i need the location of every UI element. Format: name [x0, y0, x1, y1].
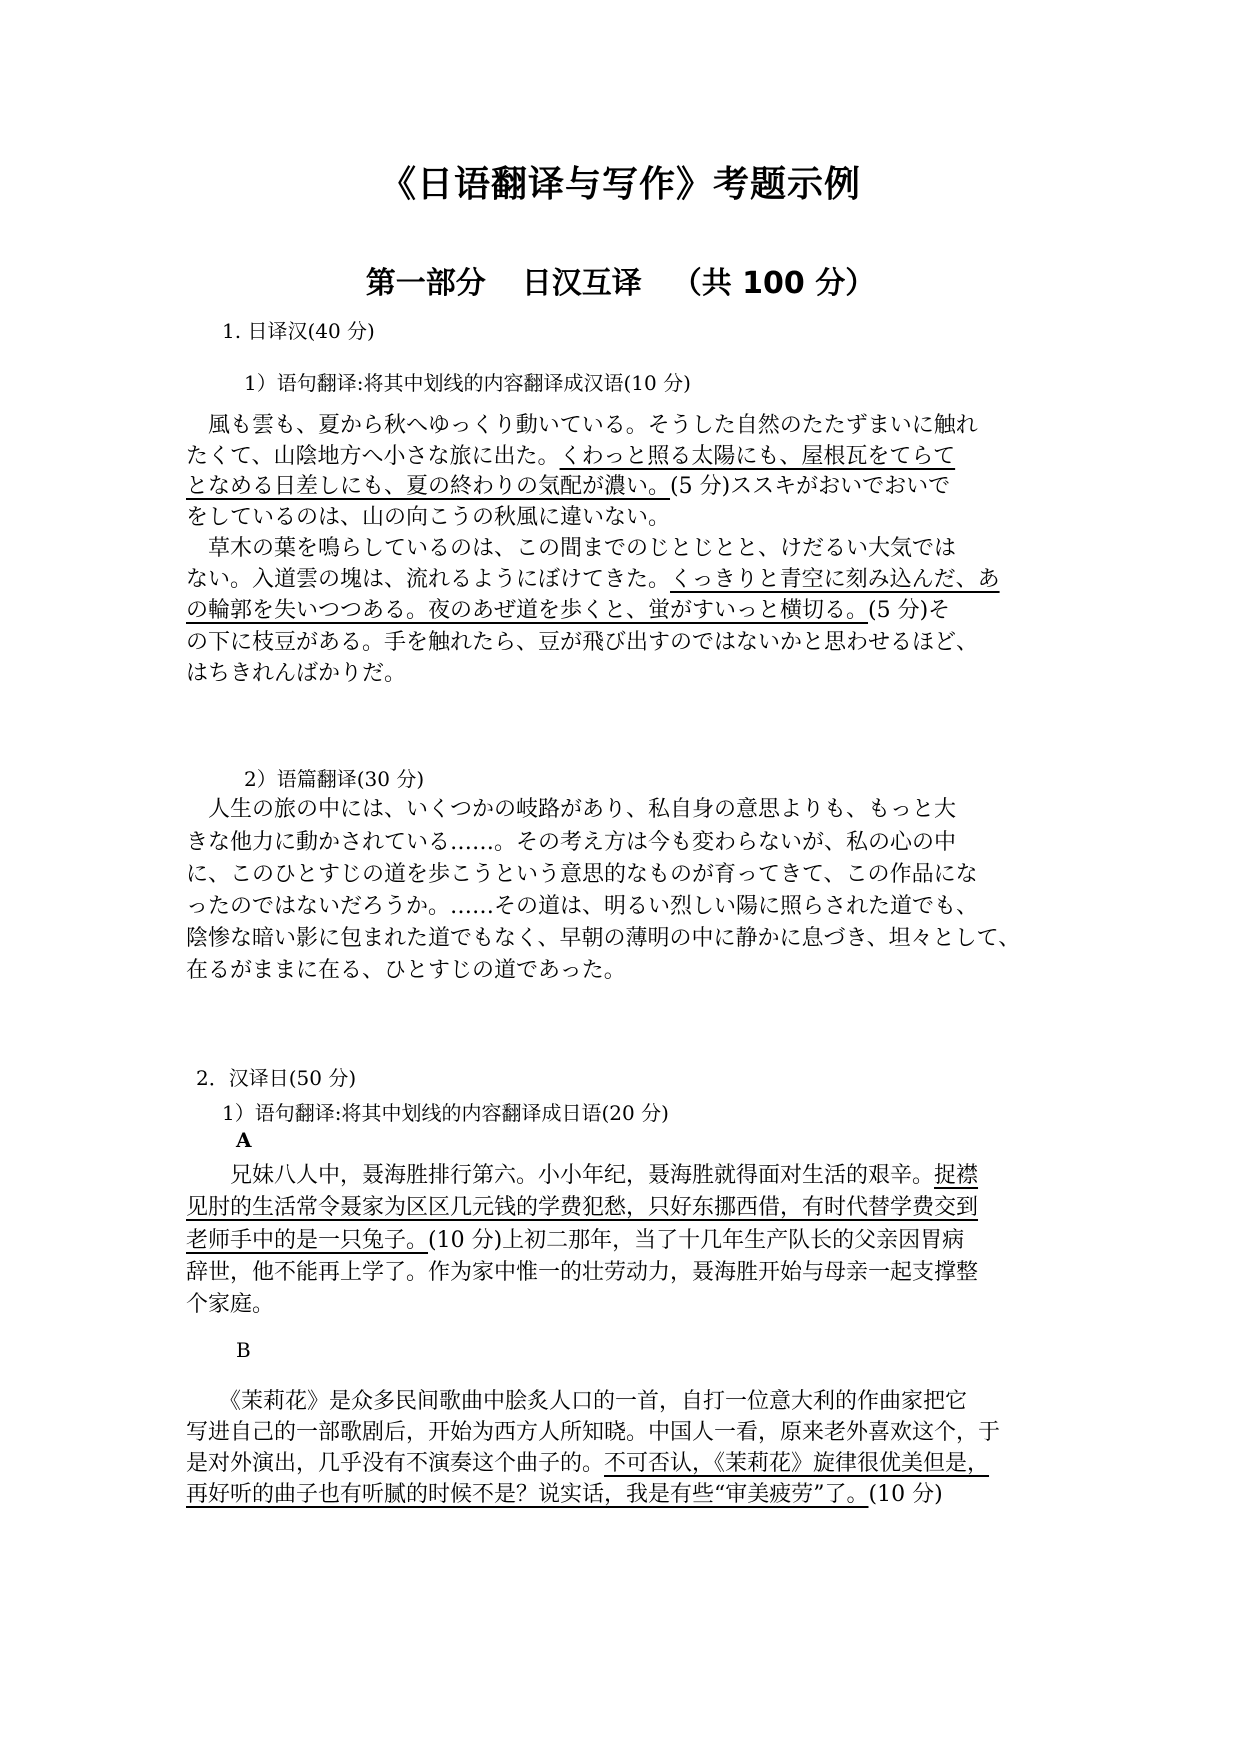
- line-text: (10 分)上初二那年，当了十几年生产队长的父亲因胃病: [428, 1228, 965, 1253]
- text-line: [186, 956, 1056, 986]
- underlined-text: 再好听的曲子也有听腻的时候不是？说实话，我是有些“审美疲劳”了。: [186, 1482, 869, 1507]
- line-text: 辞世，他不能再上学了。作为家中惟一的壮劳动力，聂海胜开始与母亲一起支撑整: [186, 1260, 979, 1285]
- line-text: をしているのは、山の向こうの秋風に違いない。: [186, 505, 671, 530]
- underlined-text: 老师手中的是一只兔子。: [186, 1228, 429, 1253]
- underlined-text: くっきりと青空に刻み込んだ、あ: [670, 567, 1000, 592]
- section1-sub1-heading: 1）语句翻译:将其中划线的内容翻译成汉语(10 分): [244, 371, 691, 395]
- line-text: (10 分): [868, 1482, 943, 1507]
- text-line: [186, 565, 1056, 595]
- text-line: [186, 472, 1056, 502]
- line-text: ったのではないだろうか。……その道は、明るい烈しい陽に照らされた道でも、: [186, 894, 979, 919]
- text-line: [186, 892, 1056, 922]
- text-line: [186, 1418, 1056, 1448]
- line-text: 草木の葉を鳴らしているのは、この間までのじとじとと、けだるい大気では: [186, 536, 957, 561]
- text-line: [186, 1258, 1056, 1288]
- text-line: [186, 924, 1056, 954]
- section1-heading: 1. 日译汉(40 分): [222, 319, 375, 343]
- text-line: [186, 828, 1056, 858]
- underlined-text: 见肘的生活常令聂家为区区几元钱的学费犯愁，只好东挪西借，有时代替学费交到: [186, 1195, 979, 1220]
- line-text: (5 分)ススキがおいでおいで: [670, 474, 951, 499]
- section2-heading: 2．汉译日(50 分): [196, 1066, 357, 1090]
- text-line: [186, 628, 1056, 658]
- line-text: 写进自己的一部歌剧后，开始为西方人所知晓。中国人一看，原来老外喜欢这个，于: [186, 1420, 1001, 1445]
- text-line: [186, 1387, 1056, 1417]
- section2-sub1-heading: 1）语句翻译:将其中划线的内容翻译成日语(20 分): [222, 1101, 669, 1125]
- text-line: [186, 596, 1056, 626]
- text-line: [186, 1193, 1056, 1223]
- line-text: きな他力に動かされている……。その考え方は今も変わらないが、私の心の中: [186, 830, 957, 855]
- section1-sub2-heading: 2）语篇翻译(30 分): [244, 767, 425, 791]
- text-line: [186, 1480, 1056, 1510]
- text-line: [186, 411, 1056, 441]
- text-line: [186, 1449, 1056, 1479]
- text-line: [186, 534, 1056, 564]
- line-text: の下に枝豆がある。手を触れたら、豆が飛び出すのではないかと思わせるほど、: [186, 630, 979, 655]
- line-text: 陰惨な暗い影に包まれた道でもなく、早朝の薄明の中に静かに息づき、坦々として、: [186, 926, 1021, 951]
- line-text: 是对外演出，几乎没有不演奏这个曲子的。: [186, 1451, 605, 1476]
- line-text: たくて、山陰地方へ小さな旅に出た。: [186, 444, 560, 469]
- text-line: [186, 1226, 1056, 1256]
- line-text: 在るがままに在る、ひとすじの道であった。: [186, 958, 626, 983]
- underlined-text: となめる日差しにも、夏の終わりの気配が濃い。: [186, 474, 671, 499]
- underlined-text: 捉襟: [934, 1163, 979, 1188]
- line-text: (5 分)そ: [868, 598, 951, 623]
- line-text: ない。入道雲の塊は、流れるようにぼけてきた。: [186, 567, 671, 592]
- part-total: （共 100 分）: [671, 266, 876, 301]
- text-line: [186, 442, 1056, 472]
- passage-b-label: B: [236, 1338, 251, 1362]
- line-text: はちきれんばかりだ。: [186, 661, 407, 686]
- line-text: 風も雲も、夏から秋へゆっくり動いている。そうした自然のたたずまいに触れ: [186, 413, 978, 438]
- text-line: [186, 795, 1056, 825]
- line-text: 兄妹八人中，聂海胜排行第六。小小年纪，聂海胜就得面对生活的艰辛。: [186, 1163, 935, 1188]
- text-line: [186, 1290, 1056, 1320]
- part-name: 第一部分: [365, 266, 486, 301]
- line-text: 《茉莉花》是众多民间歌曲中脍炙人口的一首，自打一位意大利的作曲家把它: [186, 1389, 968, 1414]
- line-text: 人生の旅の中には、いくつかの岐路があり、私自身の意思よりも、もっと大: [186, 797, 957, 822]
- document-title: 《日语翻译与写作》考题示例: [379, 164, 861, 205]
- underlined-text: くわっと照る太陽にも、屋根瓦をてらて: [559, 444, 956, 469]
- part-heading: [0, 258, 1241, 302]
- underlined-text: の輪郭を失いつつある。夜のあぜ道を歩くと、蛍がすいっと横切る。: [186, 598, 869, 623]
- text-line: [186, 860, 1056, 890]
- line-text: 个家庭。: [186, 1292, 275, 1317]
- underlined-text: 不可否认，《茉莉花》旋律很优美但是，: [604, 1451, 990, 1476]
- text-line: [186, 503, 1056, 533]
- text-line: [186, 659, 1056, 689]
- line-text: に、このひとすじの道を歩こうという意思的なものが育ってきて、この作品にな: [186, 862, 978, 887]
- text-line: [186, 1161, 1056, 1191]
- passage-a-label: A: [236, 1128, 252, 1152]
- part-subject: 日汉互译: [521, 266, 642, 301]
